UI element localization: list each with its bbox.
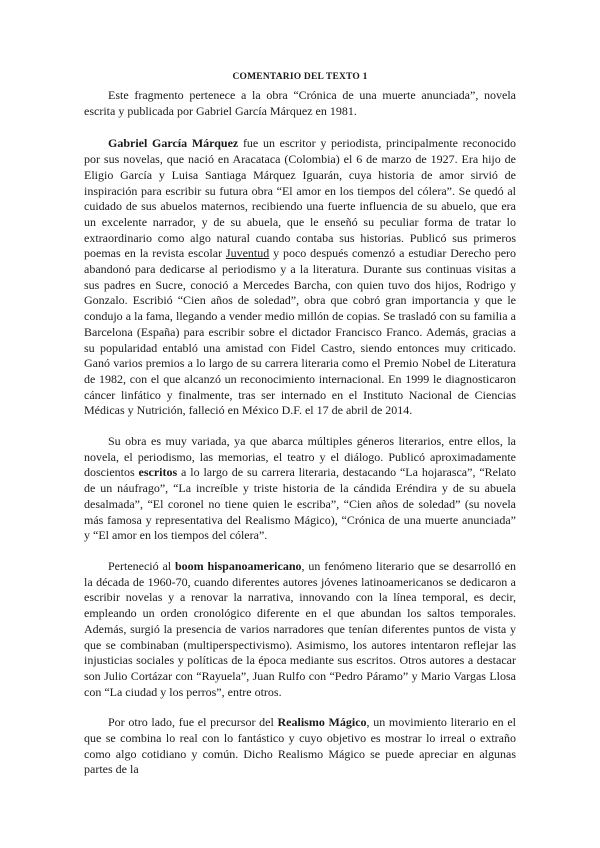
boom-text-b: , un fenómeno literario que se desarrolló en la década de 1960-70, cuando diferentes autores jóvenes latinoamericanos se dedicaron a escribir novelas y a renovar la narrativa, innovando con la línea temporal, es decir, empleando un orden cronológico diferente en el que abundan los saltos temporales. Además, surgió la presencia de varios narradores que tenían diferentes puntos de vista y que se combinaban (multiperspectivismo). Asimismo, los autores intentaron reflejar las injusticias sociales y políticas de la época mediante sus escritos. Otros autores a destacar son Julio Cortázar con “Rayuela”, Juan Rulfo con “Pedro Páramo” y Mario Vargas Llosa con “La ciudad y los perros”, entre otros. bbox=[84, 558, 516, 699]
boom-text-a: Perteneció al bbox=[108, 558, 175, 573]
boom-bold-term: boom hispanoamericano bbox=[174, 558, 302, 573]
document-title: COMENTARIO DEL TEXTO 1 bbox=[232, 72, 368, 82]
magazine-title: Juventud bbox=[225, 246, 270, 261]
works-text-a: Su obra es muy variada, ya que abarca múltiples géneros literarios, entre ellos, la novela, el periodismo, las memorias, el teatro y el diálogo. Publicó aproximadamente doscientos bbox=[84, 434, 516, 480]
works-paragraph bbox=[84, 434, 516, 544]
realism-text-a: Por otro lado, fue el precursor del bbox=[108, 715, 278, 730]
realism-text-b: , un movimiento literario en el que se combina lo real con lo fantástico y cuyo objetivo es mostrar lo irreal o extraño como algo cotidiano y común. Dicho Realismo Mágico se puede apreciar en algunas partes de la bbox=[84, 715, 516, 777]
biography-paragraph bbox=[84, 136, 516, 419]
intro-text: Este fragmento pertenece a la obra “Crónica de una muerte anunciada”, novela escrita y publicada por Gabriel García Márquez en 1981. bbox=[84, 88, 516, 118]
works-bold-term: escritos bbox=[138, 465, 178, 480]
boom-paragraph bbox=[84, 559, 516, 700]
works-text-b: a lo largo de su carrera literaria, destacando “La hojarasca”, “Relato de un náufrago”, “La increíble y triste historia de la cándida Eréndira y de su abuela desalmada”, “El coronel no tiene quien le escriba”, “Cien años de soledad” (su novela más famosa y representativa del Realismo Mágico), “Crónica de una muerte anunciada” y “El amor en los tiempos del cólera”. bbox=[84, 465, 516, 543]
author-name: Gabriel García Márquez bbox=[108, 136, 239, 151]
realism-paragraph bbox=[84, 715, 516, 778]
biography-text-b: y poco después comenzó a estudiar Derecho pero abandonó para dedicarse al periodismo y a la literatura. Durante sus continuas visitas a sus padres en Sucre, conoció a Mercedes Barcha, con quien tuvo dos hijos, Rodrigo y Gonzalo. Escribió “Cien años de soledad”, obra que cobró gran importancia y que le condujo a la fama, llegando a vender medio millón de copias. Se trasladó con su familia a Barcelona (España) para escribir sobre el dictador Francisco Franco. Además, gracias a su popularidad entabló una amistad con Fidel Castro, siendo entonces muy criticado. Ganó varios premios a lo largo de su carrera literaria como el Premio Nobel de Literatura de 1982, con el que alcanzó un reconocimiento internacional. En 1999 le diagnosticaron cáncer linfático y finalmente, tras ser internado en el Instituto Nacional de Ciencias Médicas y Nutrición, falleció en México D.F. el 17 de abril de 2014. bbox=[84, 246, 517, 418]
realism-bold-term: Realismo Mágico bbox=[277, 715, 367, 730]
intro-paragraph bbox=[84, 88, 516, 119]
biography-text-a: fue un escritor y periodista, principalmente reconocido por sus novelas, que nació en Aracataca (Colombia) el 6 de marzo de 1927. Era hijo de Eligio García y Luisa Santiaga Márquez Iguarán, cuya historia de amor sirvió de inspiración para escribir su futura obra “El amor en los tiempos del cólera”. Se quedó al cuidado de sus abuelos maternos, recibiendo una fuerte influencia de su abuelo, que era un excelente narrador, y de su abuela, que le enseñó su peculiar forma de tratar lo extraordinario como algo natural cuando contaba sus historias. Publicó sus primeros poemas en la revista escolar bbox=[84, 136, 516, 261]
